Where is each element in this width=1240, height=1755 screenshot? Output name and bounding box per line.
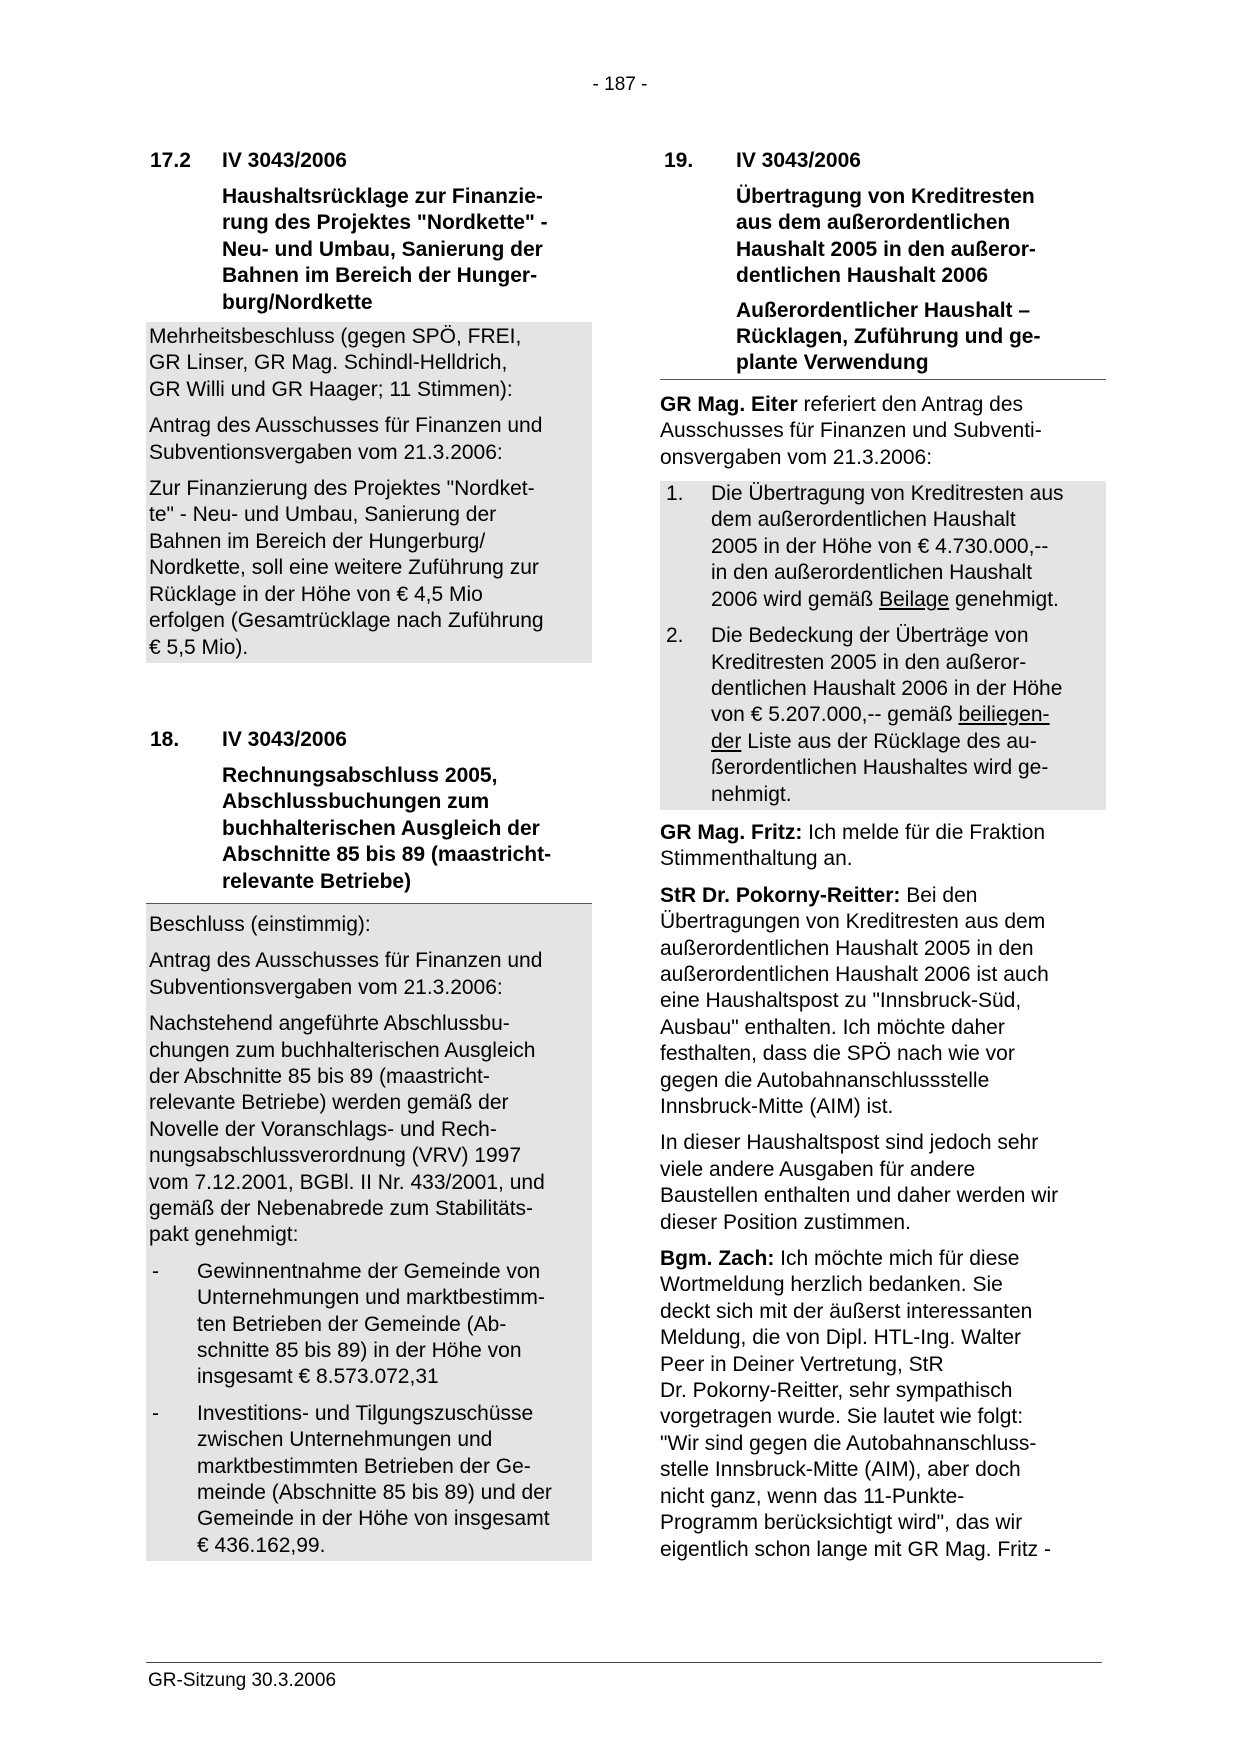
paragraph: In dieser Haushaltspost sind jedoch sehr viele andere Ausgaben für andere Baustellen enthalten und daher werden wir dieser Position zustimmen. [660,1131,1059,1234]
speaker-name: Bgm. Zach: [660,1247,775,1271]
right-column [660,148,1106,1573]
item-18-title: Rechnungsabschluss 2005, Abschlussbuchungen zum buchhalterischen Ausgleich der Abschnitte 85 bis 89 (maastricht- relevante Betriebe) [222,763,552,893]
list-item: - Gewinnentnahme der Gemeinde von Unternehmungen und marktbestimm- ten Betrieben der Gemeinde (Ab- schnitte 85 bis 89) in der Höhe von insgesamt € 8.573.072,31 [152,1259,545,1389]
item-17-2-resolution [146,322,592,663]
item-17-2-heading [146,148,592,176]
divider [660,379,1106,380]
motion-text: Antrag des Ausschusses für Finanzen und Subventionsvergaben vom 21.3.2006: [149,949,543,999]
item-number: 17.2 [150,149,191,172]
list-item: - Investitions- und Tilgungszuschüsse zwischen Unternehmungen und marktbestimmten Betrieben der Ge- meinde (Abschnitte 85 bis 89) und der Gemeinde in der Höhe von insgesamt € 436.162,99. [152,1401,552,1557]
item-number: 18. [150,727,180,751]
item-19-heading [660,148,1106,176]
decision-text: Beschluss (einstimmig): [149,912,371,936]
left-column [146,148,592,1561]
item-reference: IV 3043/2006 [222,727,347,751]
item-number: 19. [664,149,694,172]
list-item: 2. Die Bedeckung der Überträge von Kreditresten 2005 in den außeror- dentlichen Haushalt 2006 in der Höhe von € 5.207.000,-- gemäß beiliegen- der Liste aus der Rücklage des au- ßerordentlichen Haushaltes wird ge- nehmigt. [666,624,1063,806]
decision-text: Mehrheitsbeschluss (gegen SPÖ, FREI, GR Linser, GR Mag. Schindl-Helldrich, GR Willi und GR Haager; 11 Stimmen): [149,325,522,401]
item-19-resolution [660,481,1106,810]
speaker-name: GR Mag. Eiter [660,392,798,416]
speaker-paragraph: StR Dr. Pokorny-Reitter: Bei den Übertragungen von Kreditresten aus dem außerordentlichen Haushalt 2005 in den außerordentlichen Haushalt 2006 ist auch eine Haushaltspost zu "Innsbruck-Süd, Ausbau" enthalten. Ich möchte daher festhalten, dass die SPÖ nach wie vor gegen die Autobahnanschlussstelle Innsbruck-Mitte (AIM) ist. [660,883,1049,1118]
speaker-paragraph: GR Mag. Eiter referiert den Antrag des Ausschusses für Finanzen und Subventi- onsvergaben vom 21.3.2006: [660,392,1042,469]
item-reference: IV 3043/2006 [222,149,347,172]
item-reference: IV 3043/2006 [736,149,861,172]
speaker-paragraph: Bgm. Zach: Ich möchte mich für diese Wortmeldung herzlich bedanken. Sie deckt sich mit der äußerst interessanten Meldung, die von Dipl. HTL-Ing. Walter Peer in Deiner Vertretung, StR Dr. Pokorny-Reitter, sehr sympathisch vorgetragen wurde. Sie lautet wie folgt: "Wir sind gegen die Autobahnanschluss- stelle Innsbruck-Mitte (AIM), aber doch nicht ganz, wenn das 11-Punkte- Programm berücksichtigt wird", das wir eigentlich schon lange mit GR Mag. Fritz - [660,1247,1051,1561]
resolution-text: Nachstehend angeführte Abschlussbu- chungen zum buchhalterischen Ausgleich der Abschnitte 85 bis 89 (maastricht- relevante Betriebe) werden gemäß der Novelle der Voranschlags- und Rech- nungsabschlussverordnung (VRV) 1997 vom 7.12.2001, BGBl. II Nr. 433/2001, und gemäß der Nebenabrede zum Stabilitäts- pakt genehmigt: [149,1012,545,1247]
speaker-paragraph: GR Mag. Fritz: Ich melde für die Fraktion Stimmenthaltung an. [660,820,1046,871]
item-19-title: Übertragung von Kreditresten aus dem außerordentlichen Haushalt 2005 in den außeror- dentlichen Haushalt 2006 [736,185,1036,288]
list-item: 1. Die Übertragung von Kreditresten aus dem außerordentlichen Haushalt 2005 in der Höhe von € 4.730.000,-- in den außerordentlichen Haushalt 2006 wird gemäß Beilage genehmigt. [666,482,1064,611]
page-number: - 187 - [592,74,648,95]
item-19-subtitle: Außerordentlicher Haushalt – Rücklagen, Zuführung und ge- plante Verwendung [736,298,1041,375]
motion-text: Antrag des Ausschusses für Finanzen und Subventionsvergaben vom 21.3.2006: [149,414,543,464]
footer-text: GR-Sitzung 30.3.2006 [148,1670,337,1691]
item-18-resolution [146,904,592,1561]
speaker-name: StR Dr. Pokorny-Reitter: [660,883,901,907]
footer-divider [146,1662,1102,1663]
item-17-2-title: Haushaltsrücklage zur Finanzie- rung des Projektes "Nordkette" - Neu- und Umbau, Sanierung der Bahnen im Bereich der Hunger- burg/Nordkette [222,185,548,314]
speaker-name: GR Mag. Fritz: [660,820,803,844]
resolution-text: Zur Finanzierung des Projektes "Nordket- te" - Neu- und Umbau, Sanierung der Bahnen im Bereich der Hungerburg/ Nordkette, soll eine weitere Zuführung zur Rücklage in der Höhe von € 4,5 Mio erfolgen (Gesamtrücklage nach Zuführung € 5,5 Mio). [149,477,544,659]
item-18-heading [146,727,592,755]
